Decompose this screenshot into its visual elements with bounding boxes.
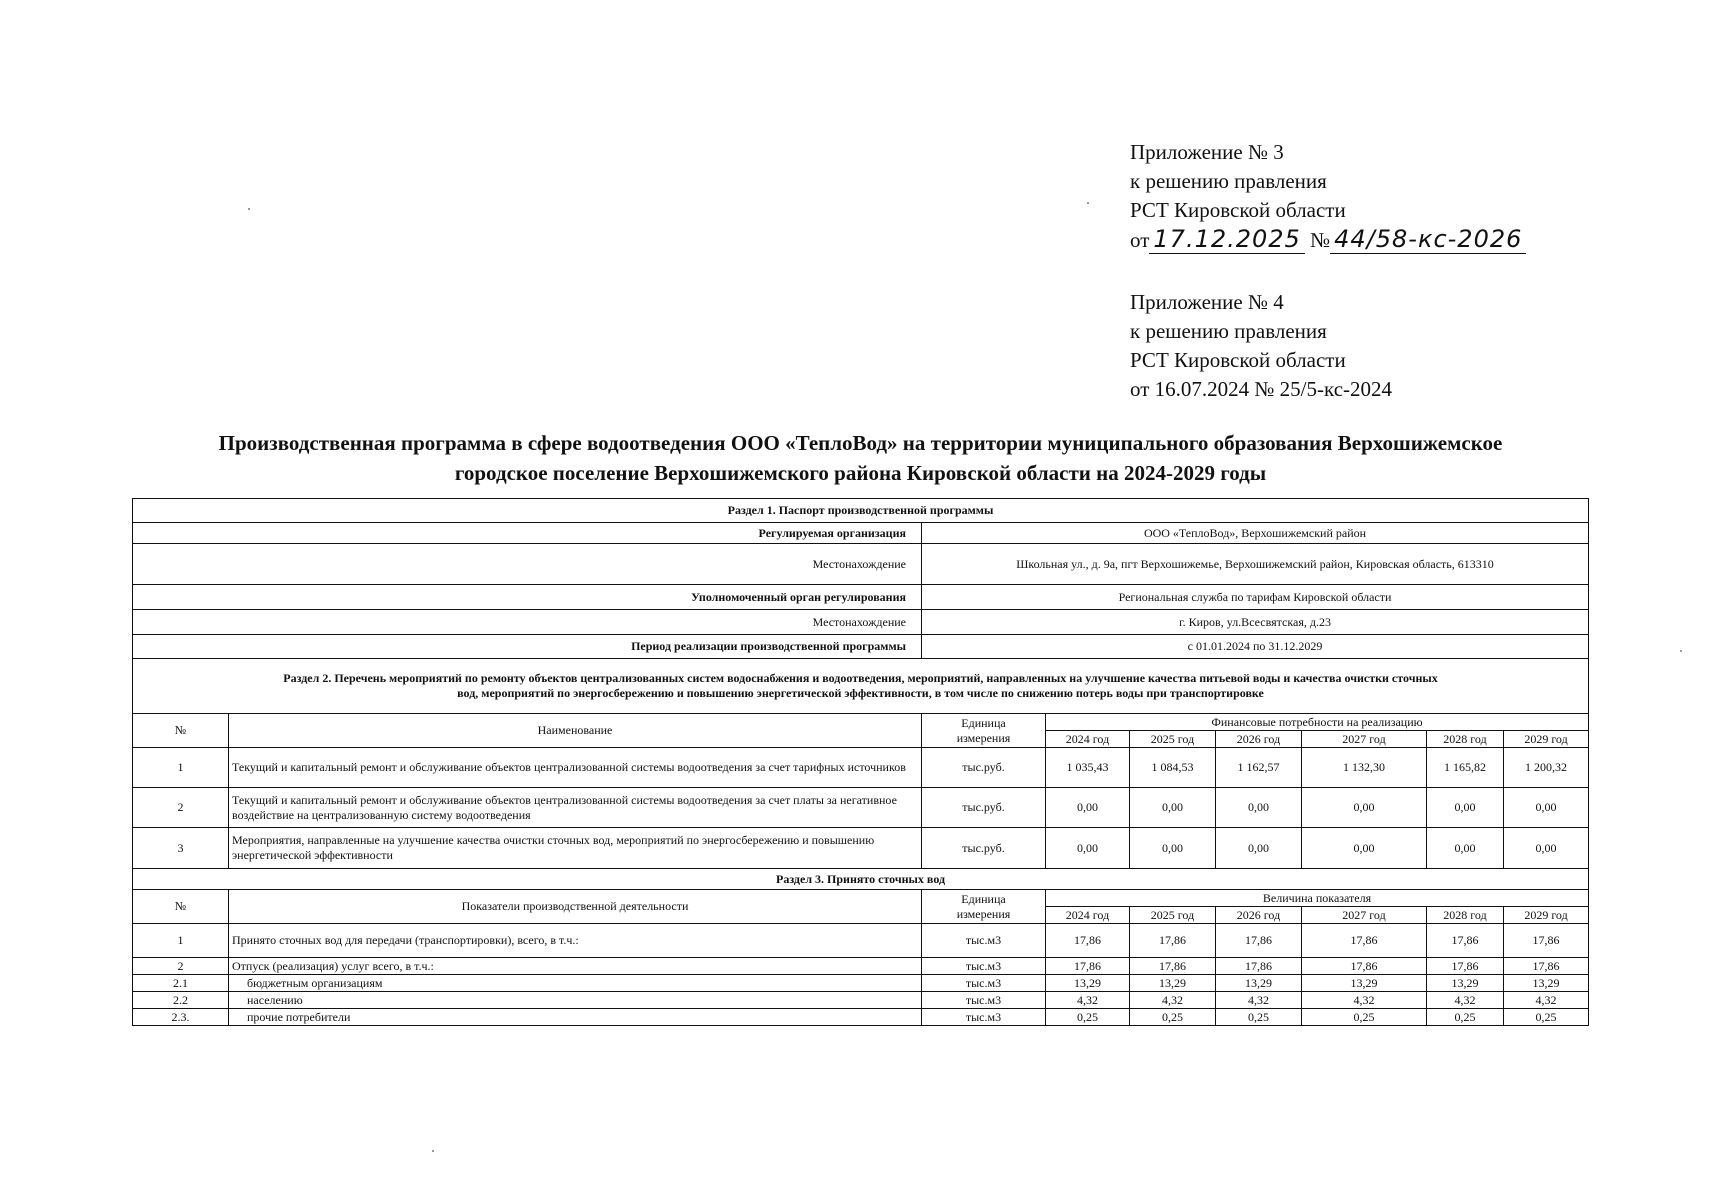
passport-row [133, 523, 1589, 544]
row-name: Принято сточных вод для передачи (транспортировки), всего, в т.ч.: [229, 924, 922, 958]
col-header-name: Наименование [229, 714, 922, 748]
row-name: населению [229, 992, 922, 1009]
passport-label: Местонахождение [133, 610, 922, 635]
row-name: Текущий и капитальный ремонт и обслуживание объектов централизованной системы водоотведения за счет тарифных источников [229, 748, 922, 788]
row-value: 0,00 [1130, 788, 1216, 828]
col-header-unit [922, 890, 1046, 924]
col-header-year: 2028 год [1427, 907, 1504, 924]
col-header-unit-line1: Единица [961, 715, 1006, 730]
row-value: 17,86 [1302, 958, 1427, 975]
row-value: 4,32 [1504, 992, 1589, 1009]
row-value: 0,25 [1130, 1009, 1216, 1026]
row-no: 3 [133, 828, 229, 869]
row-value: 17,86 [1504, 924, 1589, 958]
col-header-year: 2026 год [1216, 731, 1302, 748]
table-row [133, 924, 1589, 958]
row-value: 0,00 [1302, 788, 1427, 828]
row-value: 17,86 [1046, 958, 1130, 975]
col-header-year: 2028 год [1427, 731, 1504, 748]
table-row [133, 788, 1589, 828]
col-header-year: 2026 год [1216, 907, 1302, 924]
row-value: 0,00 [1504, 788, 1589, 828]
row-value: 0,00 [1216, 828, 1302, 869]
passport-row [133, 610, 1589, 635]
row-value: 13,29 [1427, 975, 1504, 992]
table-row [133, 992, 1589, 1009]
row-value: 0,00 [1046, 828, 1130, 869]
appendix-4-line2: к решению правления [1130, 319, 1327, 343]
row-value: 17,86 [1216, 924, 1302, 958]
title-line2: городское поселение Верхошижемского района Кировской области на 2024-2029 годы [454, 461, 1267, 485]
col-header-year: 2025 год [1130, 907, 1216, 924]
table-row [133, 958, 1589, 975]
production-program-table [132, 498, 1589, 1026]
section1-heading: Раздел 1. Паспорт производственной программы [133, 499, 1589, 523]
row-no: 2.3. [133, 1009, 229, 1026]
row-value: 0,25 [1302, 1009, 1427, 1026]
row-value: 17,86 [1216, 958, 1302, 975]
col-header-unit-line2: измерения [956, 730, 1011, 745]
row-value: 13,29 [1302, 975, 1427, 992]
col-header-year: 2024 год [1046, 731, 1130, 748]
passport-label: Регулируемая организация [133, 523, 922, 544]
document-title [100, 428, 1621, 488]
row-name: бюджетным организациям [229, 975, 922, 992]
col-header-unit-line1: Единица [961, 891, 1006, 906]
appendix-4-line4: от 16.07.2024 № 25/5-кс-2024 [1130, 377, 1393, 401]
row-no: 1 [133, 748, 229, 788]
title-line1: Производственная программа в сфере водоотведения ООО «ТеплоВод» на территории муниципального образования Верхошижемское [218, 431, 1503, 455]
table-row [133, 1009, 1589, 1026]
row-value: 4,32 [1216, 992, 1302, 1009]
table-row [133, 748, 1589, 788]
scan-speck [1087, 202, 1089, 204]
row-unit: тыс.м3 [922, 975, 1046, 992]
row-value: 13,29 [1046, 975, 1130, 992]
appendix-3-line3: РСТ Кировской области [1130, 198, 1346, 222]
row-value: 0,25 [1427, 1009, 1504, 1026]
row-value: 17,86 [1427, 958, 1504, 975]
col-header-year: 2025 год [1130, 731, 1216, 748]
row-value: 17,86 [1130, 924, 1216, 958]
row-value: 0,00 [1302, 828, 1427, 869]
appendix-3-block [1130, 138, 1526, 255]
scan-speck [432, 1150, 434, 1152]
row-value: 1 200,32 [1504, 748, 1589, 788]
row-name: прочие потребители [229, 1009, 922, 1026]
row-value: 17,86 [1130, 958, 1216, 975]
row-value: 0,25 [1216, 1009, 1302, 1026]
passport-label: Уполномоченный орган регулирования [133, 585, 922, 610]
row-value: 0,25 [1504, 1009, 1589, 1026]
row-value: 1 165,82 [1427, 748, 1504, 788]
col-header-group: Финансовые потребности на реализацию [1046, 714, 1589, 731]
passport-row [133, 635, 1589, 659]
row-value: 1 132,30 [1302, 748, 1427, 788]
row-value: 17,86 [1302, 924, 1427, 958]
passport-value: Школьная ул., д. 9а, пгт Верхошижемье, Верхошижемский район, Кировская область, 613310 [922, 544, 1589, 585]
appendix-3-line1: Приложение № 3 [1130, 140, 1284, 164]
row-value: 0,00 [1130, 828, 1216, 869]
appendix-4-block [1130, 288, 1392, 404]
row-value: 1 035,43 [1046, 748, 1130, 788]
row-value: 1 162,57 [1216, 748, 1302, 788]
appendix-3-handwritten-date: 17.12.2025 [1149, 225, 1304, 254]
col-header-year: 2027 год [1302, 731, 1427, 748]
row-unit: тыс.м3 [922, 1009, 1046, 1026]
row-unit: тыс.м3 [922, 924, 1046, 958]
row-value: 0,00 [1504, 828, 1589, 869]
row-value: 1 084,53 [1130, 748, 1216, 788]
passport-value: Региональная служба по тарифам Кировской области [922, 585, 1589, 610]
appendix-3-line2: к решению правления [1130, 169, 1327, 193]
passport-row [133, 544, 1589, 585]
scan-speck [248, 208, 250, 210]
row-value: 0,00 [1216, 788, 1302, 828]
appendix-3-number-prefix: № [1310, 228, 1331, 252]
passport-label: Период реализации производственной программы [133, 635, 922, 659]
col-header-group: Величина показателя [1046, 890, 1589, 907]
col-header-unit [922, 714, 1046, 748]
row-value: 0,00 [1427, 828, 1504, 869]
scan-speck [1680, 650, 1682, 652]
row-unit: тыс.руб. [922, 828, 1046, 869]
table-row [133, 828, 1589, 869]
passport-value: г. Киров, ул.Всесвятская, д.23 [922, 610, 1589, 635]
col-header-year: 2029 год [1504, 907, 1589, 924]
row-unit: тыс.м3 [922, 958, 1046, 975]
col-header-year: 2024 год [1046, 907, 1130, 924]
appendix-3-handwritten-number: 44/58-кс-2026 [1330, 225, 1526, 254]
section2-heading [133, 659, 1589, 714]
appendix-4-line3: РСТ Кировской области [1130, 348, 1346, 372]
row-value: 4,32 [1427, 992, 1504, 1009]
row-value: 13,29 [1504, 975, 1589, 992]
row-value: 4,32 [1302, 992, 1427, 1009]
row-no: 1 [133, 924, 229, 958]
section2-heading-line2: вод, мероприятий по энергосбережению и повышению энергетической эффективности, в том числе по снижению потерь воды при транспортировке [457, 686, 1264, 700]
passport-value: ООО «ТеплоВод», Верхошижемский район [922, 523, 1589, 544]
row-value: 0,25 [1046, 1009, 1130, 1026]
passport-value: с 01.01.2024 по 31.12.2029 [922, 635, 1589, 659]
section3-heading: Раздел 3. Принято сточных вод [133, 869, 1589, 890]
row-value: 4,32 [1046, 992, 1130, 1009]
col-header-no: № [133, 890, 229, 924]
row-value: 13,29 [1130, 975, 1216, 992]
row-name: Мероприятия, направленные на улучшение качества очистки сточных вод, мероприятий по энергосбережению и повышению энергетической эффективности [229, 828, 922, 869]
col-header-name: Показатели производственной деятельности [229, 890, 922, 924]
row-value: 0,00 [1046, 788, 1130, 828]
col-header-unit-line2: измерения [956, 906, 1011, 921]
table-row [133, 975, 1589, 992]
row-name: Текущий и капитальный ремонт и обслуживание объектов централизованной системы водоотведения за счет платы за негативное воздействие на централизованную систему водоотведения [229, 788, 922, 828]
row-value: 13,29 [1216, 975, 1302, 992]
row-value: 0,00 [1427, 788, 1504, 828]
col-header-year: 2029 год [1504, 731, 1589, 748]
passport-label: Местонахождение [133, 544, 922, 585]
row-name: Отпуск (реализация) услуг всего, в т.ч.: [229, 958, 922, 975]
row-unit: тыс.м3 [922, 992, 1046, 1009]
row-no: 2 [133, 958, 229, 975]
col-header-no: № [133, 714, 229, 748]
row-value: 4,32 [1130, 992, 1216, 1009]
appendix-3-date-line [1130, 225, 1526, 255]
row-no: 2.2 [133, 992, 229, 1009]
row-value: 17,86 [1427, 924, 1504, 958]
row-no: 2.1 [133, 975, 229, 992]
row-value: 17,86 [1046, 924, 1130, 958]
row-value: 17,86 [1504, 958, 1589, 975]
row-unit: тыс.руб. [922, 748, 1046, 788]
appendix-3-from-prefix: от [1130, 228, 1150, 252]
row-no: 2 [133, 788, 229, 828]
row-unit: тыс.руб. [922, 788, 1046, 828]
appendix-4-line1: Приложение № 4 [1130, 290, 1284, 314]
section2-heading-line1: Раздел 2. Перечень мероприятий по ремонту объектов централизованных систем водоснабжения и водоотведения, мероприятий, направленных на улучшение качества питьевой воды и качества очистки сточных [283, 671, 1438, 685]
passport-row [133, 585, 1589, 610]
col-header-year: 2027 год [1302, 907, 1427, 924]
